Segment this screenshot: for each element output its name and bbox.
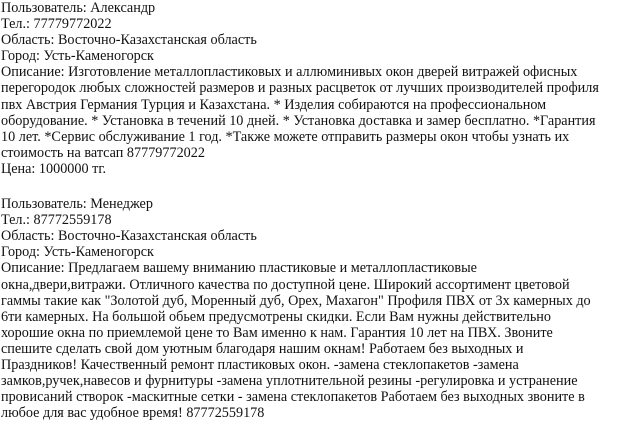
description-text: спешите сделать свой дом уютным благодаря нашим окнам! Работаем без выходных и [1,340,524,357]
city-line [1,48,619,64]
description-text: замков,ручек,навесов и фурнитуры -замена уплотнительной резины -регулировка и устранение [1,373,578,390]
description-text: Праздников! Качественный ремонт пластиковых окон. -замена стеклопакетов -замена [1,356,519,373]
phone-number: 87772559178 [33,212,112,229]
listing-2 [1,196,619,421]
region-line [1,228,619,244]
description-line [1,64,619,80]
region-value: Восточно-Казахстанская область [57,32,257,49]
phone-line [1,16,619,32]
description-line [1,260,619,276]
price-value: 1000000 тг. [38,160,107,177]
description-text: окна,двери,витражи. Отличного качества по доступной цене. Широкий ассортимент цветовой [1,276,570,293]
region-label: Область: [1,32,55,49]
phone-number: 77779772022 [33,16,112,33]
user-label: Пользователь: [1,196,87,213]
description-text: пвх Австрия Германия Турция и Казахстана. * Изделия собираются на профессиональном [1,96,547,113]
phone-label: Тел.: [1,212,30,229]
description-text: 10 лет. *Сервис обслуживание 1 год. *Также можете отправить размеры окон чтобы узнать их [1,128,570,145]
description-label: Описание: [1,260,65,277]
user-label: Пользователь: [1,0,87,16]
city-label: Город: [1,48,40,65]
description-text: Изготовление металлопластиковых и аллюминивых окон дверей витражей офисных [68,64,578,81]
listing-1 [1,0,619,177]
user-name: Александр [90,0,156,16]
city-value: Усть-Каменогорск [43,244,154,261]
description-text: стоимость на ватсап 87779772022 [1,144,205,161]
listing-separator [1,177,619,196]
phone-label: Тел.: [1,16,30,33]
region-line [1,32,619,48]
description-text: любое для вас удобное время! 87772559178 [1,405,265,422]
city-label: Город: [1,244,40,261]
user-line [1,196,619,212]
description-text: Предлагаем вашему вниманию пластиковые и металлопластиковые [68,260,477,277]
price-label: Цена: [1,160,36,177]
region-value: Восточно-Казахстанская область [57,228,257,245]
price-line [1,161,619,177]
phone-line [1,212,619,228]
region-label: Область: [1,228,55,245]
description-text: хорошие окна по приемлемой цене то Вам именно к нам. Гарантия 10 лет на ПВХ. Звоните [1,324,553,341]
user-name: Менеджер [90,196,153,213]
city-value: Усть-Каменогорск [43,48,154,65]
description-label: Описание: [1,64,65,81]
description-text: перегородок любых сложностей размеров и разных расцветок от лучших производителей профиля [1,80,599,97]
description-text: провисаний створок -маскитные сетки - замена стеклопакетов Работаем без выходных звоните в [1,389,585,406]
city-line [1,244,619,260]
user-line [1,0,619,16]
description-text: 6ти камерных. На большой обьем предусмотрены скидки. Если Вам нужны действительно [1,308,551,325]
description-text: оборудование. * Установка в течений 10 дней. * Установка доставка и замер бесплатно. *Гарантия [1,112,596,129]
description-text: гаммы такие как "Золотой дуб, Моренный дуб, Орех, Махагон" Профиля ПВХ от 3х камерных до [1,292,591,309]
listings-document [1,0,619,421]
